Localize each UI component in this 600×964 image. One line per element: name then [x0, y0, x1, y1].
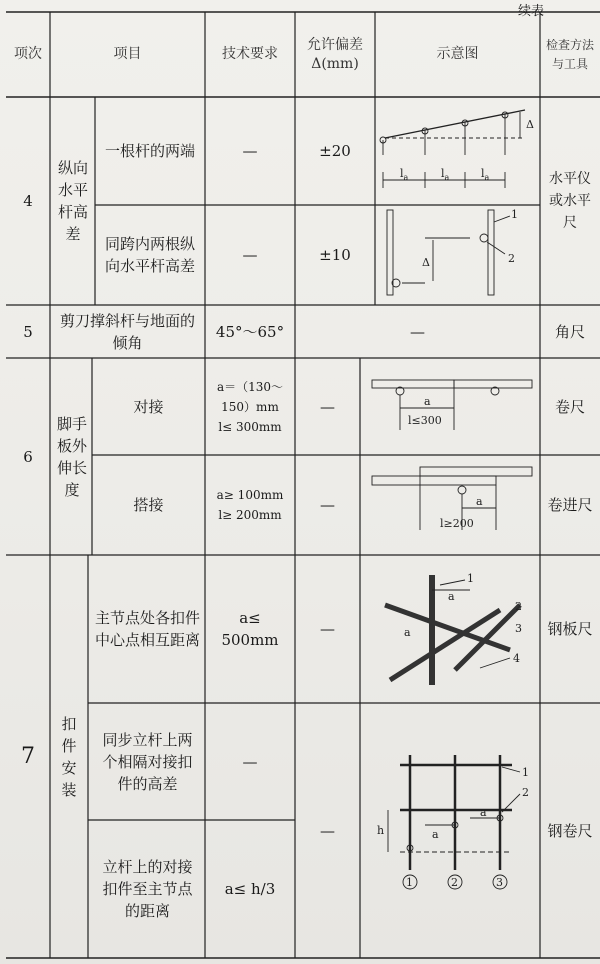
la-label-2: $l_a$: [441, 167, 450, 182]
delta-label-2: Δ: [422, 256, 430, 269]
axis-1: 1: [406, 876, 413, 889]
row6-no: 6: [23, 447, 33, 466]
a-label-cross-1: a: [448, 590, 455, 603]
row7-sub3-item: 立杆上的对接扣件至主节点的距离: [102, 858, 193, 920]
row7-sub1-req: a≤ 500mm: [221, 609, 279, 649]
header-method: 检查方法与工具: [546, 37, 595, 71]
diagram-butt-joint: [372, 380, 532, 430]
row5-item: 剪刀撑斜杆与地面的倾角: [59, 311, 195, 352]
row6-sub2-method: 卷进尺: [547, 496, 593, 514]
continued-caption: 续表: [518, 4, 545, 19]
row4-group: 纵向水平杆高差: [58, 159, 89, 243]
row6-sub1-dev: —: [320, 397, 335, 416]
callout-cross-1: 1: [467, 572, 474, 585]
callout-grid-2: 2: [522, 786, 529, 799]
axis-2: 2: [451, 876, 458, 889]
row7-sub3-req: a≤ h/3: [224, 880, 276, 898]
diagram-bar-ends: [380, 110, 534, 188]
header-no: 项次: [14, 46, 42, 62]
callout-cross-2: 2: [515, 600, 522, 613]
a-label-lap: a: [476, 495, 483, 508]
row4-sub2-item: 同跨内两根纵向水平杆高差: [104, 235, 195, 275]
row7-group: 扣件安装: [61, 714, 77, 799]
row6-sub1-item: 对接: [133, 397, 164, 416]
row6-sub1-req-line3: l≤ 300mm: [218, 419, 282, 434]
diagram-lap-joint: [372, 467, 532, 530]
callout-grid-1: 1: [522, 766, 529, 779]
row7-sub23-method: 钢卷尺: [547, 821, 593, 840]
row5-dev: —: [410, 322, 425, 341]
row4-no: 4: [23, 192, 33, 210]
row6-sub2-req-line1: a≥ 100mm: [216, 488, 284, 502]
row4-sub1-req: —: [242, 142, 258, 160]
row6-sub1-req-line2: 150）mm: [221, 399, 279, 414]
header-item: 项目: [113, 46, 142, 62]
row5-method: 角尺: [554, 322, 585, 341]
callout-1: 1: [511, 208, 518, 221]
row6-group: 脚手板外伸长度: [56, 414, 87, 499]
la-label-3: $l_a$: [481, 167, 490, 182]
row7-sub23-dev: —: [320, 821, 335, 840]
row7-sub2-req: —: [242, 752, 258, 771]
h-label: h: [377, 824, 385, 837]
header-requirement: 技术要求: [222, 46, 278, 62]
row7-sub1-item: 主节点处各扣件中心点相互距离: [94, 609, 200, 649]
row5-req: 45°～65°: [215, 322, 285, 341]
header-diagram: 示意图: [436, 46, 479, 62]
row7-sub2-item: 同步立杆上两个相隔对接扣件的高差: [102, 730, 193, 793]
row7-no: 7: [21, 743, 35, 769]
a-label-cross-2: a: [404, 626, 411, 639]
row4-sub2-dev: ±10: [319, 246, 351, 264]
row4-sub2-req: —: [242, 246, 258, 264]
diagram-two-bars: [387, 208, 518, 295]
row4-sub1-dev: ±20: [319, 142, 351, 160]
row4-sub1-item: 一根杆的两端: [104, 142, 195, 160]
l200-label: l≥200: [440, 517, 474, 530]
la-label-1: $l_a$: [400, 167, 409, 182]
callout-2: 2: [508, 252, 515, 265]
row4-method: 水平仪或水平尺: [549, 171, 591, 231]
callout-cross-3: 3: [515, 622, 522, 635]
row6-sub2-dev: —: [320, 496, 335, 514]
axis-3: 3: [496, 876, 503, 889]
a-label-grid-1: a: [432, 828, 439, 841]
row6-sub2-req-line2: l≥ 200mm: [218, 508, 282, 522]
header-deviation: 允许偏差Δ(mm): [307, 36, 363, 72]
row5-no: 5: [23, 322, 33, 341]
row6-sub1-method: 卷尺: [554, 397, 585, 416]
row7-sub1-dev: —: [320, 620, 335, 638]
row7-sub1-method: 钢板尺: [547, 620, 593, 638]
row6-sub2-item: 搭接: [133, 496, 164, 514]
l300-label: l≤300: [408, 414, 442, 427]
diagram-crossing-bars: [385, 572, 522, 685]
diagram-grid: [377, 755, 529, 889]
a-label-grid-2: a: [480, 806, 487, 819]
delta-label-1: Δ: [526, 118, 534, 131]
a-label-butt: a: [424, 395, 431, 408]
callout-cross-4: 4: [513, 652, 520, 665]
row6-sub1-req-line1: a＝（130～: [216, 379, 284, 394]
